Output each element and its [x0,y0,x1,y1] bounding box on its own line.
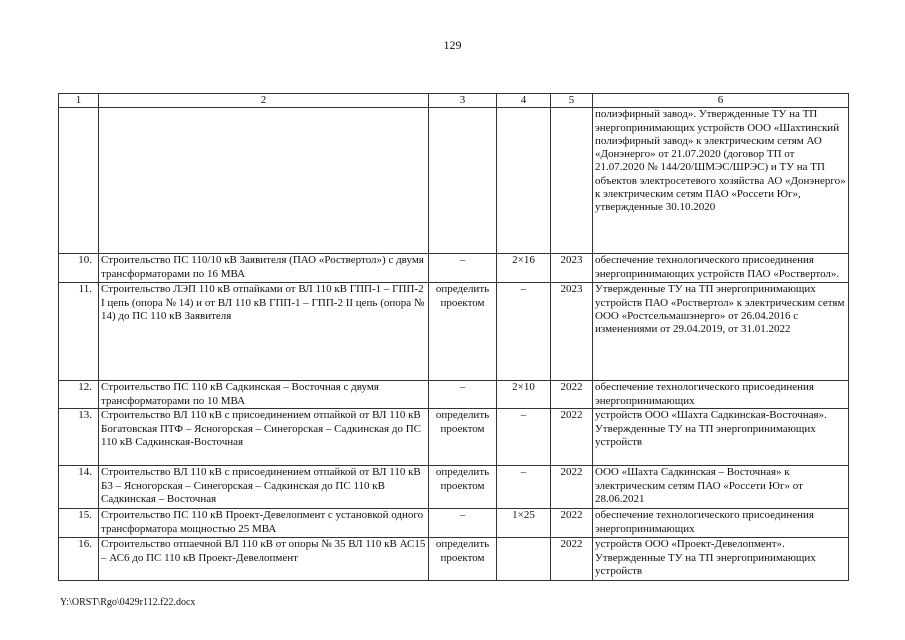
row-capacity: 2×10 [497,381,551,409]
table-row [59,283,849,381]
column-header: 5 [551,94,593,108]
column-header: 4 [497,94,551,108]
row-basis: Утвержденные ТУ на ТП энергопринимающих устройств ПАО «Роствертол» к электрическим сетям ООО «Ростсельмашэнерго» от 26.04.2016 с изменениями от 29.04.2019, от 31.01.2022 [593,283,849,381]
row-description: Строительство ВЛ 110 кВ с присоединением отпайкой от ВЛ 110 кВ Б3 – Ясногорская – Синегорская – Садкинская до ПС 110 кВ Садкинская – Восточная [99,466,429,509]
row-number: 10. [59,254,99,283]
row-year: 2022 [551,509,593,538]
row-basis: ООО «Шахта Садкинская – Восточная» к электрическим сетям ПАО «Россети Юг» от 28.06.2021 [593,466,849,509]
row-description: Строительство отпаечной ВЛ 110 кВ от опоры № 35 ВЛ 110 кВ АС15 – АС6 до ПС 110 кВ Проект-Девелопмент [99,538,429,581]
row-capacity: – [497,409,551,466]
row-method: – [429,509,497,538]
column-header: 2 [99,94,429,108]
row-method: определить проектом [429,283,497,381]
row-year [551,108,593,254]
row-capacity: 2×16 [497,254,551,283]
row-basis: устройств ООО «Шахта Садкинская-Восточная». Утвержденные ТУ на ТП энергопринимающих устройств [593,409,849,466]
row-description: Строительство ЛЭП 110 кВ отпайками от ВЛ 110 кВ ГПП-1 – ГПП-2 I цепь (опора № 14) и от ВЛ 110 кВ ГПП-1 – ГПП-2 II цепь (опора № 14) до ПС 110 кВ Заявителя [99,283,429,381]
row-number: 16. [59,538,99,581]
table-row [59,108,849,254]
row-method: определить проектом [429,466,497,509]
row-basis: обеспечение технологического присоединения энергопринимающих устройств ПАО «Роствертол». [593,254,849,283]
page-number: 129 [443,38,462,52]
row-description: Строительство ВЛ 110 кВ с присоединением отпайкой от ВЛ 110 кВ Богатовская ПТФ – Ясногорская – Синегорская – Садкинская до ПС 110 кВ Садкинская-Восточная [99,409,429,466]
column-header: 1 [59,94,99,108]
row-year: 2023 [551,254,593,283]
row-number: 13. [59,409,99,466]
table-row [59,409,849,466]
row-number [59,108,99,254]
row-capacity: – [497,466,551,509]
row-basis: устройств ООО «Проект-Девелопмент». Утвержденные ТУ на ТП энергопринимающих устройств [593,538,849,581]
row-capacity: 1×25 [497,509,551,538]
row-description: Строительство ПС 110 кВ Проект-Девелопмент с установкой одного трансформатора мощностью 25 МВА [99,509,429,538]
table-row [59,466,849,509]
row-description [99,108,429,254]
row-year: 2023 [551,283,593,381]
row-capacity [497,108,551,254]
row-number: 14. [59,466,99,509]
row-description: Строительство ПС 110 кВ Садкинская – Восточная с двумя трансформаторами по 10 МВА [99,381,429,409]
row-basis: полиэфирный завод». Утвержденные ТУ на ТП энергопринимающих устройств ООО «Шахтинский полиэфирный завод» к электрическим сетям АО «Донэнерго» от 21.07.2020 (договор ТП от 21.07.2020 № 144/20/ШМЭС/ШРЭС) и ТУ на ТП объектов электросетевого хозяйства АО «Донэнерго» к электрическим сетям ПАО «Россети Юг», утвержденные 30.10.2020 [593,108,849,254]
row-basis: обеспечение технологического присоединения энергопринимающих [593,509,849,538]
row-capacity [497,538,551,581]
table-row [59,509,849,538]
row-description: Строительство ПС 110/10 кВ Заявителя (ПАО «Роствертол») с двумя трансформаторами по 16 МВА [99,254,429,283]
row-year: 2022 [551,381,593,409]
document-table [58,93,849,581]
row-number: 15. [59,509,99,538]
footer-file-path: Y:\ORST\Rgo\0429r112.f22.docx [60,597,196,608]
column-header: 6 [593,94,849,108]
table-header-row [59,94,849,108]
column-header: 3 [429,94,497,108]
row-method [429,108,497,254]
row-basis: обеспечение технологического присоединения энергопринимающих [593,381,849,409]
row-method: определить проектом [429,538,497,581]
row-method: определить проектом [429,409,497,466]
table-row [59,538,849,581]
row-year: 2022 [551,409,593,466]
row-year: 2022 [551,466,593,509]
row-capacity: – [497,283,551,381]
table-row [59,254,849,283]
row-year: 2022 [551,538,593,581]
row-number: 11. [59,283,99,381]
row-method: – [429,381,497,409]
row-number: 12. [59,381,99,409]
row-method: – [429,254,497,283]
table-row [59,381,849,409]
